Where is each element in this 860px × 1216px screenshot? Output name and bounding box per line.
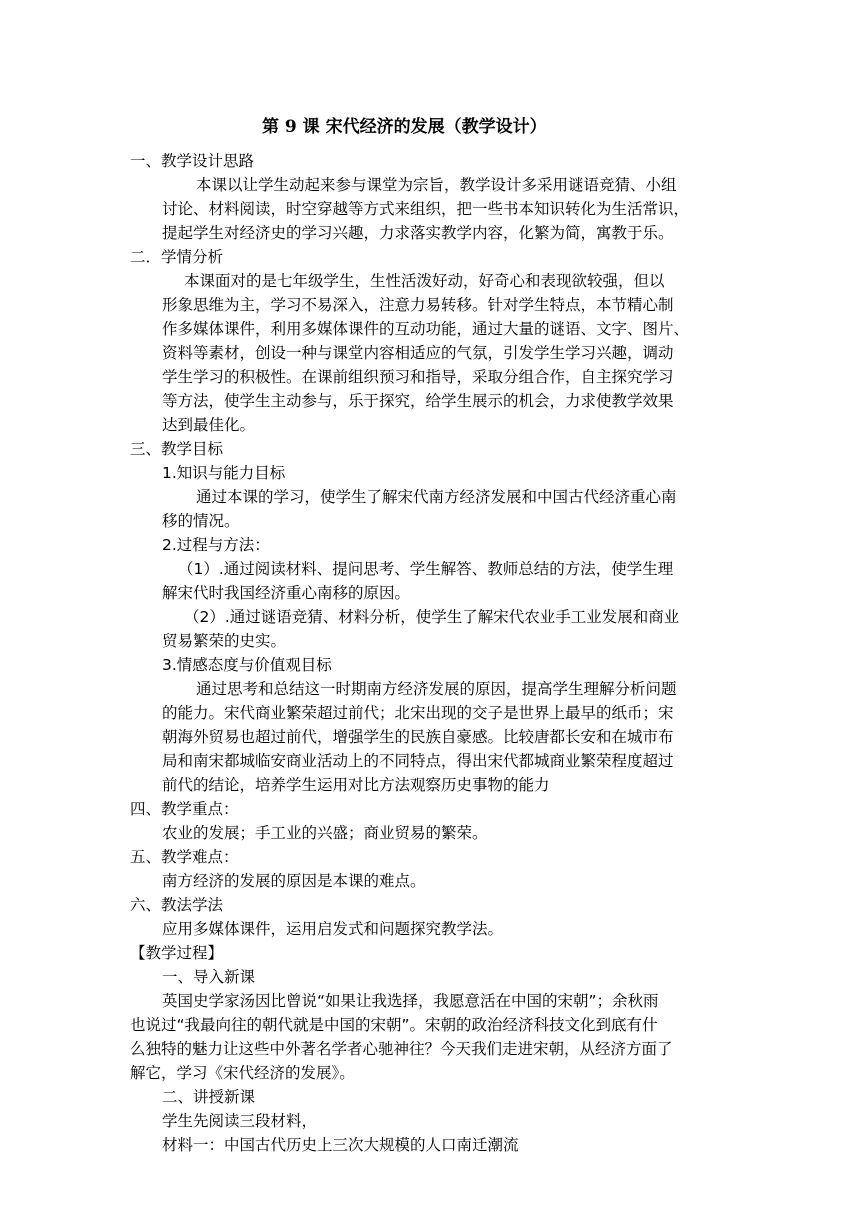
paragraph-line: 也说过“我最向往的朝代就是中国的宋朝”。宋朝的政治经济科技文化到底有什 <box>130 1016 658 1034</box>
paragraph-line: 通过本课的学习，使学生了解宋代南方经济发展和中国古代经济重心南 <box>196 488 677 506</box>
section-heading-difficulties: 五、教学难点： <box>130 848 239 866</box>
subheading-knowledge: 1.知识与能力目标 <box>162 464 286 482</box>
paragraph-line: （2）.通过谜语竞猜、材料分析，使学生了解宋代农业手工业发展和商业 <box>184 608 680 626</box>
paragraph-line: 解宋代时我国经济重心南移的原因。 <box>162 584 411 602</box>
paragraph-line: 提起学生对经济史的学习兴趣，力求落实教学内容，化繁为简，寓教于乐。 <box>162 224 674 242</box>
paragraph-line: 么独特的魅力让这些中外著名学者心驰神往？今天我们走进宋朝，从经济方面了 <box>130 1040 673 1058</box>
document-title: 第 9 课 宋代经济的发展（教学设计） <box>262 117 547 137</box>
paragraph-line: 通过思考和总结这一时期南方经济发展的原因，提高学生理解分析问题 <box>196 680 677 698</box>
paragraph-line: 资料等素材，创设一种与课堂内容相适应的气氛，引发学生学习兴趣，调动 <box>162 344 674 362</box>
section-heading-key-points: 四、教学重点： <box>130 800 239 818</box>
paragraph-line: （1）.通过阅读材料、提问思考、学生解答、教师总结的方法，使学生理 <box>178 560 674 578</box>
paragraph-line: 贸易繁荣的史实。 <box>162 632 287 650</box>
section-heading-process: 【教学过程】 <box>130 944 224 962</box>
paragraph-line: 农业的发展；手工业的兴盛；商业贸易的繁荣。 <box>162 824 488 842</box>
paragraph-line: 英国史学家汤因比曾说“如果让我选择，我愿意活在中国的宋朝”；余秋雨 <box>162 992 659 1010</box>
paragraph-line: 前代的结论，培养学生运用对比方法观察历史事物的能力 <box>162 776 550 794</box>
subheading-process: 2.过程与方法： <box>162 536 270 554</box>
subheading-introduction: 一、导入新课 <box>162 968 256 986</box>
section-heading-learner-analysis: 二．学情分析 <box>130 248 224 266</box>
paragraph-line: 本课以让学生动起来参与课堂为宗旨，教学设计多采用谜语竞猜、小组 <box>196 176 677 194</box>
paragraph-line: 解它，学习《宋代经济的发展》。 <box>130 1064 355 1082</box>
paragraph-line: 达到最佳化。 <box>162 416 256 434</box>
paragraph-line: 学生学习的积极性。在课前组织预习和指导，采取分组合作，自主探究学习 <box>162 368 674 386</box>
paragraph-line: 等方法，使学生主动参与，乐于探究，给学生展示的机会，力求使教学效果 <box>162 392 674 410</box>
subheading-attitude: 3.情感态度与价值观目标 <box>162 656 332 674</box>
subheading-new-lesson: 二、讲授新课 <box>162 1088 256 1106</box>
section-heading-methods: 六、教法学法 <box>130 896 224 914</box>
paragraph-line: 朝海外贸易也超过前代，增强学生的民族自豪感。比较唐都长安和在城市布 <box>162 728 674 746</box>
paragraph-line: 应用多媒体课件，运用启发式和问题探究教学法。 <box>162 920 504 938</box>
paragraph-line: 形象思维为主，学习不易深入，注意力易转移。针对学生特点，本节精心制 <box>162 296 674 314</box>
paragraph-line: 学生先阅读三段材料， <box>162 1112 318 1130</box>
paragraph-line: 材料一：中国古代历史上三次大规模的人口南迁潮流 <box>162 1136 519 1154</box>
paragraph-line: 的能力。宋代商业繁荣超过前代；北宋出现的交子是世界上最早的纸币；宋 <box>162 704 674 722</box>
paragraph-line: 作多媒体课件，利用多媒体课件的互动功能，通过大量的谜语、文字、图片、 <box>162 320 690 338</box>
section-heading-objectives: 三、教学目标 <box>130 440 224 458</box>
paragraph-line: 讨论、材料阅读，时空穿越等方式来组织，把一些书本知识转化为生活常识， <box>162 200 690 218</box>
paragraph-line: 本课面对的是七年级学生，生性活泼好动，好奇心和表现欲较强，但以 <box>184 272 665 290</box>
section-heading-design-idea: 一、教学设计思路 <box>130 152 255 170</box>
paragraph-line: 局和南宋都城临安商业活动上的不同特点，得出宋代都城商业繁荣程度超过 <box>162 752 674 770</box>
paragraph-line: 南方经济的发展的原因是本课的难点。 <box>162 872 426 890</box>
paragraph-line: 移的情况。 <box>162 512 240 530</box>
